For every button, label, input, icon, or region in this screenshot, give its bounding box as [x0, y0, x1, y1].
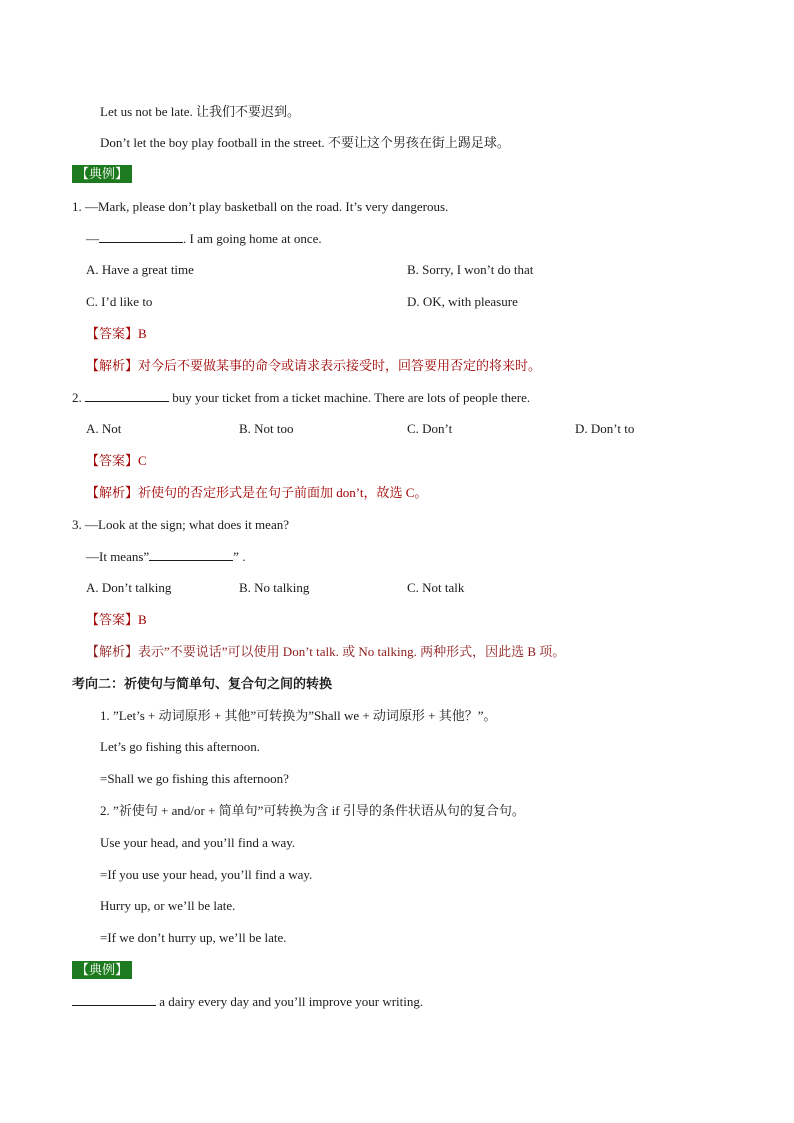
- q1-reply-text: . I am going home at once.: [183, 231, 322, 246]
- example-tag-label: 【典例】: [72, 165, 132, 183]
- q2-option-a: A. Not: [86, 421, 122, 436]
- q3-answer: [86, 611, 147, 629]
- rule-2-example-3: Hurry up, or we’ll be late.: [100, 898, 236, 913]
- rule-1-example-1: Let’s go fishing this afternoon.: [100, 739, 260, 754]
- last-question-text: a dairy every day and you’ll improve your writing.: [156, 994, 424, 1009]
- q3-reply-before: —It means”: [86, 549, 150, 564]
- q2-analysis-label: 【解析】: [86, 485, 139, 500]
- q3-option-c: C. Not talk: [407, 580, 465, 595]
- q1-analysis-text: 对今后不要做某事的命令或请求表示接受时，回答要用否定的将来时。: [138, 358, 542, 373]
- rule-2-example-4: =If we don’t hurry up, we’ll be late.: [100, 930, 287, 945]
- q3-option-b: B. No talking: [239, 580, 310, 595]
- q2-answer: [86, 452, 147, 470]
- q2-stem: [72, 389, 530, 407]
- q2-analysis-text: 祈使句的否定形式是在句子前面加 don’t，故选 C。: [138, 485, 428, 500]
- q1-dash: —: [86, 231, 99, 246]
- q1-analysis-label: 【解析】: [86, 358, 139, 373]
- example-tag: [72, 165, 132, 183]
- q2-answer-value: C: [138, 453, 147, 468]
- q3-analysis-label: 【解析】: [86, 644, 139, 659]
- q2-answer-blank[interactable]: [85, 389, 169, 402]
- last-question-blank[interactable]: [72, 993, 156, 1006]
- q2-analysis: [86, 484, 427, 502]
- q1-stem: 1. —Mark, please don’t play basketball on the road. It’s very dangerous.: [72, 199, 449, 214]
- q1-option-a: A. Have a great time: [86, 262, 194, 277]
- q3-reply: [86, 548, 245, 566]
- rule-2-example-2: =If you use your head, you’ll find a way.: [100, 867, 313, 882]
- q2-option-b: B. Not too: [239, 421, 294, 436]
- example-sentence-2: Don’t let the boy play football in the street. 不要让这个男孩在街上踢足球。: [100, 135, 510, 150]
- example-sentence-1: Let us not be late. 让我们不要迟到。: [100, 104, 301, 119]
- q3-stem: 3. —Look at the sign; what does it mean?: [72, 517, 289, 532]
- section-2-title: 考向二：祈使句与简单句、复合句之间的转换: [72, 676, 333, 691]
- q3-answer-blank[interactable]: [149, 548, 233, 561]
- q1-option-b: B. Sorry, I won’t do that: [407, 262, 534, 277]
- example-tag-2-label: 【典例】: [72, 961, 132, 979]
- q1-answer: [86, 325, 147, 343]
- q2-option-d: D. Don’t to: [575, 421, 635, 436]
- q2-answer-label: 【答案】: [86, 453, 139, 468]
- q1-answer-blank[interactable]: [99, 230, 183, 243]
- rule-2-example-1: Use your head, and you’ll find a way.: [100, 835, 296, 850]
- rule-1-example-2: =Shall we go fishing this afternoon?: [100, 771, 289, 786]
- q1-answer-label: 【答案】: [86, 326, 139, 341]
- last-question: [72, 993, 423, 1011]
- rule-2: 2. ”祈使句 + and/or + 简单句”可转换为含 if 引导的条件状语从句的复合句。: [100, 803, 525, 818]
- rule-1: 1. ”Let’s + 动词原形 + 其他”可转换为”Shall we + 动词原形 + 其他？”。: [100, 708, 497, 723]
- q2-stem-text: buy your ticket from a ticket machine. There are lots of people there.: [169, 390, 531, 405]
- q2-option-c: C. Don’t: [407, 421, 453, 436]
- q3-option-a: A. Don’t talking: [86, 580, 172, 595]
- q3-answer-value: B: [138, 612, 147, 627]
- q2-number: 2.: [72, 390, 85, 405]
- q1-analysis: [86, 357, 541, 375]
- q3-reply-after: ” .: [233, 549, 246, 564]
- q1-reply: [86, 230, 322, 248]
- example-tag-2: [72, 961, 132, 979]
- q1-answer-value: B: [138, 326, 147, 341]
- q3-analysis-text: 表示”不要说话”可以使用 Don’t talk. 或 No talking. 两种形式，因此选 B 项。: [138, 644, 566, 659]
- q1-option-c: C. I’d like to: [86, 294, 153, 309]
- q3-answer-label: 【答案】: [86, 612, 139, 627]
- q3-analysis: [86, 643, 565, 661]
- q1-option-d: D. OK, with pleasure: [407, 294, 518, 309]
